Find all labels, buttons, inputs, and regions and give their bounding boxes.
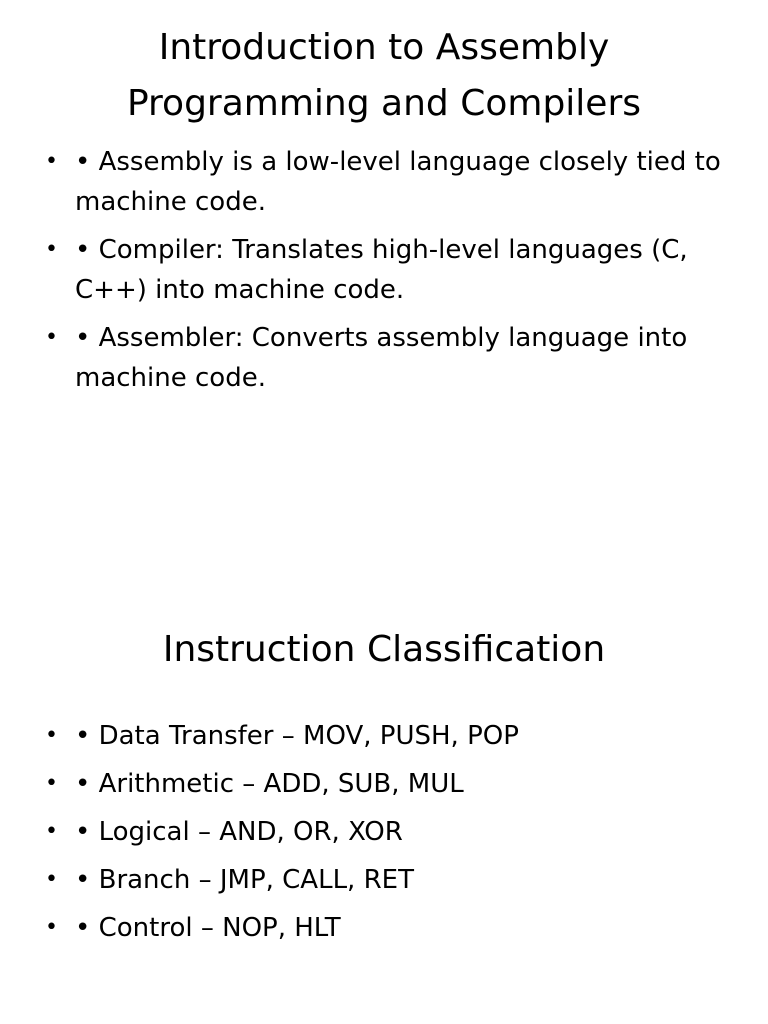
bullet-icon: •	[45, 723, 58, 748]
bullet-icon: •	[45, 325, 58, 350]
bullet-icon: •	[45, 237, 58, 262]
bullet-list	[40, 142, 740, 406]
slide-instruction-classification	[0, 512, 768, 1024]
bullet-text: • Assembly is a low-level language closely tied to machine code.	[75, 147, 721, 217]
bullet-text: • Control – NOP, HLT	[75, 913, 341, 943]
bullet-icon: •	[45, 149, 58, 174]
bullet-text: • Arithmetic – ADD, SUB, MUL	[75, 769, 464, 799]
bullet-text: • Logical – AND, OR, XOR	[75, 817, 403, 847]
bullet-item	[40, 230, 740, 310]
bullet-item	[40, 318, 740, 398]
bullet-icon: •	[45, 915, 58, 940]
bullet-icon: •	[45, 771, 58, 796]
slide-title: Instruction Classification	[162, 629, 606, 670]
bullet-text: • Branch – JMP, CALL, RET	[75, 865, 414, 895]
bullet-item	[40, 812, 740, 852]
bullet-text: • Assembler: Converts assembly language into machine code.	[75, 323, 688, 393]
bullet-icon: •	[45, 867, 58, 892]
bullet-icon: •	[45, 819, 58, 844]
bullet-list	[40, 716, 740, 956]
bullet-item	[40, 142, 740, 222]
bullet-text: • Compiler: Translates high-level languages (C, C++) into machine code.	[75, 235, 688, 305]
bullet-text: • Data Transfer – MOV, PUSH, POP	[75, 721, 519, 751]
bullet-item	[40, 908, 740, 948]
bullet-item	[40, 764, 740, 804]
slide-title: Introduction to Assembly Programming and Compilers	[126, 27, 642, 124]
bullet-item	[40, 860, 740, 900]
bullet-item	[40, 716, 740, 756]
